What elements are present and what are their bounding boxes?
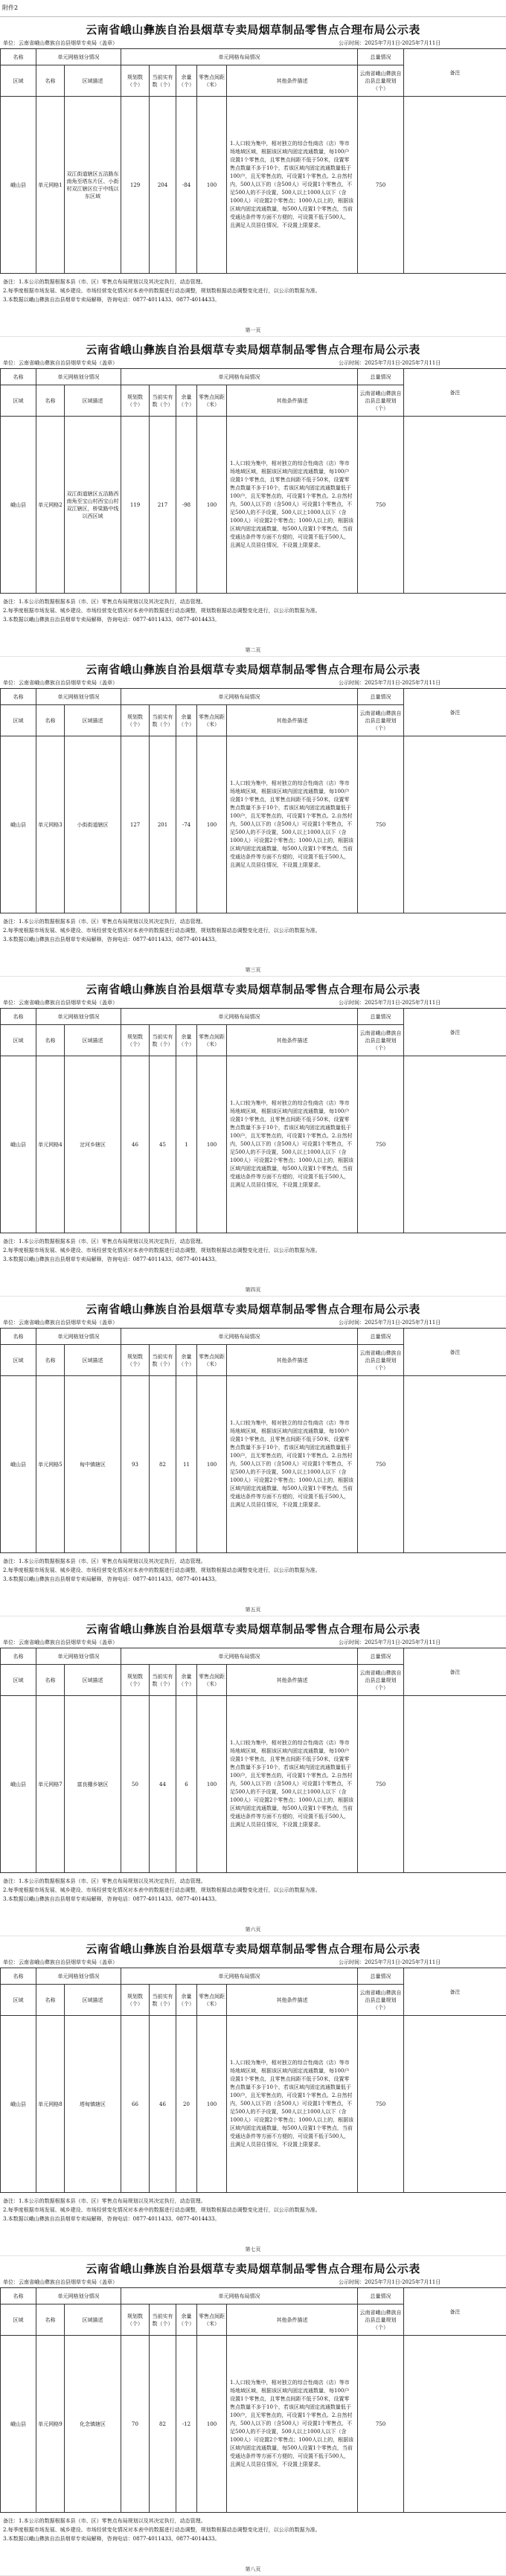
note-line: 2.每季度根据市场发展、城乡建设、市场经营变化情况对本表中的数据进行动态调整，规划数根据动态调整变化进行，以公示的数据为准。 [3,2207,321,2213]
header-min-distance: 零售点间距（米） [197,1665,227,1696]
unit-name-cell: 单元网格4 [36,1056,65,1233]
header-total-status: 总量情况 [358,1968,404,1985]
page-title: 云南省峨山彝族自治县烟草专卖局烟草制品零售点合理布局公示表 [86,1303,420,1316]
notes-block [3,1877,500,1904]
header-name: 名称 [36,1345,65,1376]
header-unit-grid-layout: 单元网格布局情况 [121,369,358,385]
remark-cell [404,1696,506,1873]
period-line: 公示时间：2025年7月1日-2025年7月11日 [339,1959,441,1965]
period-line: 公示时间：2025年7月1日-2025年7月11日 [339,360,441,366]
layout-table [0,688,506,913]
header-min-distance: 零售点间距（米） [197,385,227,417]
area-desc-cell: 双江街道辖区五洁路西南角至宝山村西宝山村双江辖区，桥梁路中线以西区域 [65,417,121,594]
header-remark: 备注 [404,1009,506,1056]
area-desc-cell: 化念镇辖区 [65,2336,121,2513]
conditions-cell: 1.人口较为集中，相对独立的综合性商店（店）等市场地域区域，根据该区域内固定流通数量，每100户设置1个零售点，且零售点间距不低于50米，设置零售点数量不多于10个，若该区域内固定流通数量低于100户，且无零售点的，可设置1个零售点。2.自然村内，500人以下的（含500人）可设置1个零售点，不足500人的不予设置，500人以上1000人以下（含1000人）可设置2个零售点；1000人以上的，根据该区域内固定流通数量，每500人设置1个零售点，当前受通达条件等方面不方便的，可设置不低于500人，且满足人员居住情况，不设置上限要求。 [227,2016,358,2193]
surplus-cell: 11 [176,1376,197,1553]
header-remark: 备注 [404,2288,506,2336]
note-line: 备注：1.本公示的数据根据本县（市、区）零售点布局规划以及其决定执行，动态管理。 [3,1878,206,1884]
header-min-distance: 零售点间距（米） [197,1025,227,1056]
header-other-conditions: 其他条件描述 [227,65,358,97]
current-count-cell: 204 [150,97,176,274]
announcement-page [0,2256,506,2576]
current-count-cell: 82 [150,1376,176,1553]
header-other-conditions: 其他条件描述 [227,2304,358,2336]
page-title: 云南省峨山彝族自治县烟草专卖局烟草制品零售点合理布局公示表 [86,1622,420,1636]
header-surplus: 余量（个） [176,65,197,97]
header-remark: 备注 [404,1648,506,1696]
area-desc-cell: 岔河乡辖区 [65,1056,121,1233]
header-min-distance: 零售点间距（米） [197,1345,227,1376]
note-line: 3.本数据以峨山彝族自治县烟草专卖局解释，咨询电话：0877-4011433、0877-4014433。 [3,1576,220,1582]
header-remark: 备注 [404,1329,506,1376]
layout-table [0,1968,506,2193]
notes-block [3,2516,500,2543]
unit-line: 单位：云南省峨山彝族自治县烟草专卖局（盖章） [3,1320,118,1326]
remark-cell [404,736,506,913]
header-area-desc: 区域描述 [65,1025,121,1056]
header-plan-count: 规划数（个） [121,1025,150,1056]
note-line: 备注：1.本公示的数据根据本县（市、区）零售点布局规划以及其决定执行，动态管理。 [3,2518,206,2524]
current-count-cell: 201 [150,736,176,913]
header-plan-count: 规划数（个） [121,2304,150,2336]
header-region-name: 名称 [1,1329,36,1345]
county-cell: 峨山县 [1,2336,36,2513]
page-number: 第五页 [245,1607,261,1613]
unit-line: 单位：云南省峨山彝族自治县烟草专卖局（盖章） [3,1639,118,1645]
surplus-cell: -98 [176,417,197,594]
remark-cell [404,97,506,274]
layout-table [0,1648,506,1873]
note-line: 3.本数据以峨山彝族自治县烟草专卖局解释，咨询电话：0877-4011433、0877-4014433。 [3,937,220,942]
header-name: 名称 [36,1665,65,1696]
header-region: 区域 [1,1665,36,1696]
remark-cell [404,1056,506,1233]
unit-line: 单位：云南省峨山彝族自治县烟草专卖局（盖章） [3,360,118,366]
header-region-name: 名称 [1,1648,36,1665]
header-area-desc: 区域描述 [65,1665,121,1696]
header-surplus: 余量（个） [176,705,197,736]
plan-count-cell: 119 [121,417,150,594]
area-desc-cell: 富良棚乡辖区 [65,1696,121,1873]
unit-line: 单位：云南省峨山彝族自治县烟草专卖局（盖章） [3,2279,118,2285]
header-other-conditions: 其他条件描述 [227,1665,358,1696]
distance-cell: 100 [197,2336,227,2513]
period-line: 公示时间：2025年7月1日-2025年7月11日 [339,680,441,686]
header-total-planned: 云南省峨山彝族自治县总量规划（个） [358,385,404,417]
page-number: 第六页 [245,1927,261,1933]
conditions-cell: 1.人口较为集中，相对独立的综合性商店（店）等市场地域区域，根据该区域内固定流通数量，每100户设置1个零售点，且零售点间距不低于50米，设置零售点数量不多于10个，若该区域内固定流通数量低于100户，且无零售点的，可设置1个零售点。2.自然村内，500人以下的（含500人）可设置1个零售点，不足500人的不予设置，500人以上1000人以下（含1000人）可设置2个零售点；1000人以上的，根据该区域内固定流通数量，每500人设置1个零售点，当前受通达条件等方面不方便的，可设置不低于500人，且满足人员居住情况，不设置上限要求。 [227,1696,358,1873]
unit-name-cell: 单元网格9 [36,2336,65,2513]
conditions-cell: 1.人口较为集中，相对独立的综合性商店（店）等市场地域区域，根据该区域内固定流通数量，每100户设置1个零售点，且零售点间距不低于50米，设置零售点数量不多于10个，若该区域内固定流通数量低于100户，且无零售点的，可设置1个零售点。2.自然村内，500人以下的（含500人）可设置1个零售点，不足500人的不予设置，500人以上1000人以下（含1000人）可设置2个零售点；1000人以上的，根据该区域内固定流通数量，每500人设置1个零售点，当前受通达条件等方面不方便的，可设置不低于500人，且满足人员居住情况，不设置上限要求。 [227,1376,358,1553]
header-area-desc: 区域描述 [65,1985,121,2016]
note-line: 3.本数据以峨山彝族自治县烟草专卖局解释，咨询电话：0877-4011433、0877-4014433。 [3,297,220,303]
header-region-name: 名称 [1,369,36,385]
note-line: 3.本数据以峨山彝族自治县烟草专卖局解释，咨询电话：0877-4011433、0877-4014433。 [3,617,220,623]
header-area-desc: 区域描述 [65,705,121,736]
surplus-cell: 1 [176,1056,197,1233]
total-cell: 750 [358,736,404,913]
surplus-cell: -84 [176,97,197,274]
note-line: 备注：1.本公示的数据根据本县（市、区）零售点布局规划以及其决定执行，动态管理。 [3,1239,206,1244]
plan-count-cell: 66 [121,2016,150,2193]
layout-table [0,2287,506,2513]
header-unit-grid-layout: 单元网格布局情况 [121,1648,358,1665]
page-title: 云南省峨山彝族自治县烟草专卖局烟草制品零售点合理布局公示表 [86,1942,420,1956]
header-unit-grid-basic: 单元网格划分情况 [36,49,121,65]
header-unit-grid-basic: 单元网格划分情况 [36,1648,121,1665]
note-line: 2.每季度根据市场发展、城乡建设、市场经营变化情况对本表中的数据进行动态调整，规划数根据动态调整变化进行，以公示的数据为准。 [3,288,321,294]
county-cell: 峨山县 [1,1056,36,1233]
header-unit-grid-basic: 单元网格划分情况 [36,369,121,385]
surplus-cell: -74 [176,736,197,913]
header-total-planned: 云南省峨山彝族自治县总量规划（个） [358,2304,404,2336]
total-cell: 750 [358,2016,404,2193]
note-line: 备注：1.本公示的数据根据本县（市、区）零售点布局规划以及其决定执行，动态管理。 [3,919,206,925]
notes-block [3,1557,500,1584]
header-unit-grid-basic: 单元网格划分情况 [36,689,121,705]
header-remark: 备注 [404,1968,506,2016]
header-total-status: 总量情况 [358,1648,404,1665]
notes-block [3,917,500,944]
distance-cell: 100 [197,736,227,913]
header-surplus: 余量（个） [176,2304,197,2336]
annex-label: 附件2 [2,4,19,11]
distance-cell: 100 [197,2016,227,2193]
page-title: 云南省峨山彝族自治县烟草专卖局烟草制品零售点合理布局公示表 [86,2262,420,2275]
header-region: 区域 [1,65,36,97]
current-count-cell: 217 [150,417,176,594]
conditions-cell: 1.人口较为集中，相对独立的综合性商店（店）等市场地域区域，根据该区域内固定流通数量，每100户设置1个零售点，且零售点间距不低于50米，设置零售点数量不多于10个，若该区域内固定流通数量低于100户，且无零售点的，可设置1个零售点。2.自然村内，500人以下的（含500人）可设置1个零售点，不足500人的不予设置，500人以上1000人以下（含1000人）可设置2个零售点；1000人以上的，根据该区域内固定流通数量，每500人设置1个零售点，当前受通达条件等方面不方便的，可设置不低于500人，且满足人员居住情况，不设置上限要求。 [227,1056,358,1233]
plan-count-cell: 127 [121,736,150,913]
note-line: 备注：1.本公示的数据根据本县（市、区）零售点布局规划以及其决定执行，动态管理。 [3,599,206,605]
notes-block [3,1237,500,1264]
header-total-status: 总量情况 [358,2288,404,2304]
period-line: 公示时间：2025年7月1日-2025年7月11日 [339,1000,441,1006]
note-line: 备注：1.本公示的数据根据本县（市、区）零售点布局规划以及其决定执行，动态管理。 [3,2198,206,2204]
header-other-conditions: 其他条件描述 [227,1025,358,1056]
header-name: 名称 [36,65,65,97]
header-total-status: 总量情况 [358,369,404,385]
conditions-cell: 1.人口较为集中，相对独立的综合性商店（店）等市场地域区域，根据该区域内固定流通数量，每100户设置1个零售点，且零售点间距不低于50米，设置零售点数量不多于10个，若该区域内固定流通数量低于100户，且无零售点的，可设置1个零售点。2.自然村内，500人以下的（含500人）可设置1个零售点，不足500人的不予设置，500人以上1000人以下（含1000人）可设置2个零售点；1000人以上的，根据该区域内固定流通数量，每500人设置1个零售点，当前受通达条件等方面不方便的，可设置不低于500人，且满足人员居住情况，不设置上限要求。 [227,2336,358,2513]
header-total-planned: 云南省峨山彝族自治县总量规划（个） [358,1025,404,1056]
layout-table [0,48,506,274]
header-other-conditions: 其他条件描述 [227,1985,358,2016]
page-number: 第八页 [245,2566,261,2572]
announcement-page [0,977,506,1297]
header-name: 名称 [36,2304,65,2336]
county-cell: 峨山县 [1,2016,36,2193]
plan-count-cell: 93 [121,1376,150,1553]
header-current-count: 当前实有数（个） [150,65,176,97]
remark-cell [404,1376,506,1553]
header-region-name: 名称 [1,1968,36,1985]
period-line: 公示时间：2025年7月1日-2025年7月11日 [339,40,441,46]
note-line: 2.每季度根据市场发展、城乡建设、市场经营变化情况对本表中的数据进行动态调整，规划数根据动态调整变化进行，以公示的数据为准。 [3,1887,321,1893]
layout-table [0,368,506,594]
plan-count-cell: 50 [121,1696,150,1873]
unit-name-cell: 单元网格2 [36,417,65,594]
distance-cell: 100 [197,1056,227,1233]
notes-block [3,277,500,304]
total-cell: 750 [358,2336,404,2513]
area-desc-cell: 双江街道辖区五洁路东南角至塔东片区、小街村双江辖区位于中线以东区域 [65,97,121,274]
header-region-name: 名称 [1,1009,36,1025]
header-total-status: 总量情况 [358,689,404,705]
notes-block [3,2197,500,2223]
header-surplus: 余量（个） [176,385,197,417]
conditions-cell: 1.人口较为集中，相对独立的综合性商店（店）等市场地域区域，根据该区域内固定流通数量，每100户设置1个零售点，且零售点间距不低于50米，设置零售点数量不多于10个，若该区域内固定流通数量低于100户，且无零售点的，可设置1个零售点。2.自然村内，500人以下的（含500人）可设置1个零售点，不足500人的不予设置，500人以上1000人以下（含1000人）可设置2个零售点；1000人以上的，根据该区域内固定流通数量，每500人设置1个零售点，当前受通达条件等方面不方便的，可设置不低于500人，且满足人员居住情况，不设置上限要求。 [227,736,358,913]
note-line: 备注：1.本公示的数据根据本县（市、区）零售点布局规划以及其决定执行，动态管理。 [3,279,206,285]
period-line: 公示时间：2025年7月1日-2025年7月11日 [339,1320,441,1326]
conditions-cell: 1.人口较为集中，相对独立的综合性商店（店）等市场地域区域，根据该区域内固定流通数量，每100户设置1个零售点，且零售点间距不低于50米，设置零售点数量不多于10个，若该区域内固定流通数量低于100户，且无零售点的，可设置1个零售点。2.自然村内，500人以下的（含500人）可设置1个零售点，不足500人的不予设置，500人以上1000人以下（含1000人）可设置2个零售点；1000人以上的，根据该区域内固定流通数量，每500人设置1个零售点，当前受通达条件等方面不方便的，可设置不低于500人，且满足人员居住情况，不设置上限要求。 [227,97,358,274]
note-line: 3.本数据以峨山彝族自治县烟草专卖局解释，咨询电话：0877-4011433、0877-4014433。 [3,2536,220,2542]
plan-count-cell: 70 [121,2336,150,2513]
county-cell: 峨山县 [1,1376,36,1553]
conditions-cell: 1.人口较为集中，相对独立的综合性商店（店）等市场地域区域，根据该区域内固定流通数量，每100户设置1个零售点，且零售点间距不低于50米，设置零售点数量不多于10个，若该区域内固定流通数量低于100户，且无零售点的，可设置1个零售点。2.自然村内，500人以下的（含500人）可设置1个零售点，不足500人的不予设置，500人以上1000人以下（含1000人）可设置2个零售点；1000人以上的，根据该区域内固定流通数量，每500人设置1个零售点，当前受通达条件等方面不方便的，可设置不低于500人，且满足人员居住情况，不设置上限要求。 [227,417,358,594]
header-other-conditions: 其他条件描述 [227,1345,358,1376]
header-region-name: 名称 [1,49,36,65]
header-other-conditions: 其他条件描述 [227,705,358,736]
header-current-count: 当前实有数（个） [150,2304,176,2336]
header-current-count: 当前实有数（个） [150,705,176,736]
header-area-desc: 区域描述 [65,2304,121,2336]
total-cell: 750 [358,417,404,594]
unit-name-cell: 单元网格7 [36,1696,65,1873]
header-total-planned: 云南省峨山彝族自治县总量规划（个） [358,705,404,736]
header-surplus: 余量（个） [176,1345,197,1376]
header-remark: 备注 [404,689,506,736]
header-total-status: 总量情况 [358,49,404,65]
current-count-cell: 46 [150,2016,176,2193]
header-unit-grid-basic: 单元网格划分情况 [36,1009,121,1025]
distance-cell: 100 [197,1696,227,1873]
county-cell: 峨山县 [1,736,36,913]
note-line: 2.每季度根据市场发展、城乡建设、市场经营变化情况对本表中的数据进行动态调整，规划数根据动态调整变化进行，以公示的数据为准。 [3,608,321,614]
page-title: 云南省峨山彝族自治县烟草专卖局烟草制品零售点合理布局公示表 [86,23,420,36]
header-region-name: 名称 [1,2288,36,2304]
note-line: 备注：1.本公示的数据根据本县（市、区）零售点布局规划以及其决定执行，动态管理。 [3,1558,206,1564]
current-count-cell: 44 [150,1696,176,1873]
surplus-cell: 6 [176,1696,197,1873]
header-min-distance: 零售点间距（米） [197,705,227,736]
unit-name-cell: 单元网格1 [36,97,65,274]
header-current-count: 当前实有数（个） [150,385,176,417]
header-other-conditions: 其他条件描述 [227,385,358,417]
total-cell: 750 [358,1376,404,1553]
county-cell: 峨山县 [1,97,36,274]
announcement-page [0,1297,506,1616]
header-total-planned: 云南省峨山彝族自治县总量规划（个） [358,1985,404,2016]
announcement-page [0,1936,506,2256]
distance-cell: 100 [197,1376,227,1553]
header-name: 名称 [36,705,65,736]
header-unit-grid-layout: 单元网格布局情况 [121,689,358,705]
header-area-desc: 区域描述 [65,385,121,417]
period-line: 公示时间：2025年7月1日-2025年7月11日 [339,2279,441,2285]
header-surplus: 余量（个） [176,1985,197,2016]
area-desc-cell: 小街街道辖区 [65,736,121,913]
note-line: 2.每季度根据市场发展、城乡建设、市场经营变化情况对本表中的数据进行动态调整，规划数根据动态调整变化进行，以公示的数据为准。 [3,1567,321,1573]
header-unit-grid-basic: 单元网格划分情况 [36,1968,121,1985]
header-total-planned: 云南省峨山彝族自治县总量规划（个） [358,1665,404,1696]
unit-name-cell: 单元网格3 [36,736,65,913]
notes-block [3,597,500,624]
page-title: 云南省峨山彝族自治县烟草专卖局烟草制品零售点合理布局公示表 [86,663,420,676]
header-total-planned: 云南省峨山彝族自治县总量规划（个） [358,65,404,97]
header-name: 名称 [36,385,65,417]
header-current-count: 当前实有数（个） [150,1345,176,1376]
header-unit-grid-layout: 单元网格布局情况 [121,2288,358,2304]
page-title: 云南省峨山彝族自治县烟草专卖局烟草制品零售点合理布局公示表 [86,983,420,996]
header-region: 区域 [1,705,36,736]
top-bar [0,0,506,17]
header-region: 区域 [1,385,36,417]
page-number: 第七页 [245,2246,261,2252]
unit-line: 单位：云南省峨山彝族自治县烟草专卖局（盖章） [3,680,118,686]
plan-count-cell: 46 [121,1056,150,1233]
header-area-desc: 区域描述 [65,65,121,97]
unit-line: 单位：云南省峨山彝族自治县烟草专卖局（盖章） [3,40,118,46]
note-line: 3.本数据以峨山彝族自治县烟草专卖局解释，咨询电话：0877-4011433、0877-4014433。 [3,2216,220,2222]
header-region: 区域 [1,2304,36,2336]
note-line: 2.每季度根据市场发展、城乡建设、市场经营变化情况对本表中的数据进行动态调整，规划数根据动态调整变化进行，以公示的数据为准。 [3,928,321,934]
header-plan-count: 规划数（个） [121,1665,150,1696]
header-name: 名称 [36,1025,65,1056]
header-plan-count: 规划数（个） [121,705,150,736]
header-unit-grid-layout: 单元网格布局情况 [121,1009,358,1025]
surplus-cell: 20 [176,2016,197,2193]
header-plan-count: 规划数（个） [121,1345,150,1376]
page-number: 第一页 [245,327,261,333]
note-line: 3.本数据以峨山彝族自治县烟草专卖局解释，咨询电话：0877-4011433、0877-4014433。 [3,1896,220,1902]
header-total-status: 总量情况 [358,1009,404,1025]
header-current-count: 当前实有数（个） [150,1665,176,1696]
layout-table [0,1008,506,1233]
remark-cell [404,2016,506,2193]
announcement-page [0,657,506,977]
page-title: 云南省峨山彝族自治县烟草专卖局烟草制品零售点合理布局公示表 [86,343,420,356]
header-current-count: 当前实有数（个） [150,1985,176,2016]
header-unit-grid-basic: 单元网格划分情况 [36,1329,121,1345]
header-plan-count: 规划数（个） [121,1985,150,2016]
header-surplus: 余量（个） [176,1665,197,1696]
header-area-desc: 区域描述 [65,1345,121,1376]
header-total-status: 总量情况 [358,1329,404,1345]
announcement-page [0,337,506,657]
note-line: 3.本数据以峨山彝族自治县烟草专卖局解释，咨询电话：0877-4011433、0877-4014433。 [3,1256,220,1262]
area-desc-cell: 甸中镇辖区 [65,1376,121,1553]
distance-cell: 100 [197,97,227,274]
remark-cell [404,2336,506,2513]
header-region-name: 名称 [1,689,36,705]
header-surplus: 余量（个） [176,1025,197,1056]
remark-cell [404,417,506,594]
header-min-distance: 零售点间距（米） [197,65,227,97]
layout-table [0,1328,506,1553]
note-line: 2.每季度根据市场发展、城乡建设、市场经营变化情况对本表中的数据进行动态调整，规划数根据动态调整变化进行，以公示的数据为准。 [3,1247,321,1253]
header-plan-count: 规划数（个） [121,65,150,97]
unit-line: 单位：云南省峨山彝族自治县烟草专卖局（盖章） [3,1959,118,1965]
unit-name-cell: 单元网格5 [36,1376,65,1553]
total-cell: 750 [358,97,404,274]
header-unit-grid-basic: 单元网格划分情况 [36,2288,121,2304]
total-cell: 750 [358,1696,404,1873]
current-count-cell: 45 [150,1056,176,1233]
announcement-page [0,1616,506,1936]
page-number: 第二页 [245,647,261,653]
current-count-cell: 82 [150,2336,176,2513]
unit-line: 单位：云南省峨山彝族自治县烟草专卖局（盖章） [3,1000,118,1006]
header-unit-grid-layout: 单元网格布局情况 [121,1329,358,1345]
unit-name-cell: 单元网格8 [36,2016,65,2193]
header-region: 区域 [1,1985,36,2016]
header-region: 区域 [1,1345,36,1376]
page-number: 第三页 [245,967,261,973]
header-name: 名称 [36,1985,65,2016]
county-cell: 峨山县 [1,1696,36,1873]
header-remark: 备注 [404,369,506,417]
header-min-distance: 零售点间距（米） [197,2304,227,2336]
distance-cell: 100 [197,417,227,594]
surplus-cell: -12 [176,2336,197,2513]
header-current-count: 当前实有数（个） [150,1025,176,1056]
header-plan-count: 规划数（个） [121,385,150,417]
area-desc-cell: 塔甸镇辖区 [65,2016,121,2193]
header-remark: 备注 [404,49,506,97]
period-line: 公示时间：2025年7月1日-2025年7月11日 [339,1639,441,1645]
total-cell: 750 [358,1056,404,1233]
note-line: 2.每季度根据市场发展、城乡建设、市场经营变化情况对本表中的数据进行动态调整，规划数根据动态调整变化进行，以公示的数据为准。 [3,2527,321,2533]
page-number: 第四页 [245,1287,261,1293]
header-min-distance: 零售点间距（米） [197,1985,227,2016]
pages-container [0,17,506,2576]
header-unit-grid-layout: 单元网格布局情况 [121,1968,358,1985]
header-unit-grid-layout: 单元网格布局情况 [121,49,358,65]
county-cell: 峨山县 [1,417,36,594]
plan-count-cell: 129 [121,97,150,274]
header-total-planned: 云南省峨山彝族自治县总量规划（个） [358,1345,404,1376]
header-region: 区域 [1,1025,36,1056]
announcement-page [0,17,506,337]
